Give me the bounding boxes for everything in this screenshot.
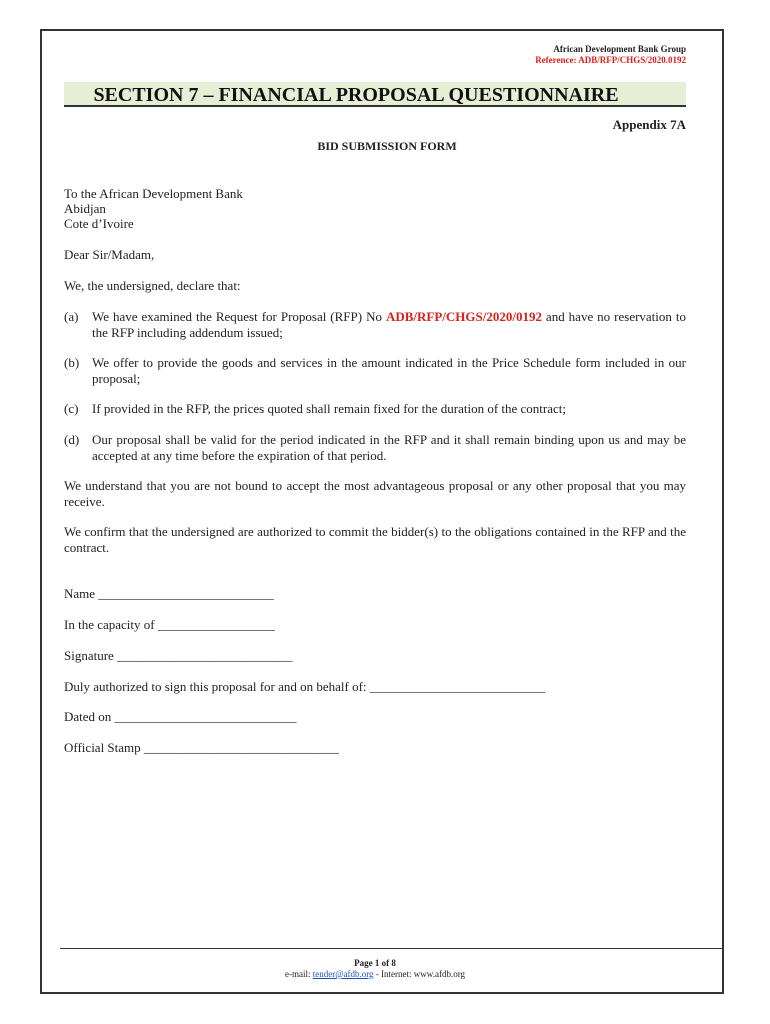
address-line-2: Abidjan <box>64 201 106 216</box>
paragraph-understand: We understand that you are not bound to accept the most advantageous proposal or any other proposal that you may receive. <box>64 478 686 509</box>
intro: We, the undersigned, declare that: <box>64 278 241 293</box>
item-text: We have examined the Request for Proposal (RFP) No ADB/RFP/CHGS/2020/0192 and have no reservation to the RFP including addendum issued; <box>92 309 686 340</box>
header-reference: Reference: ADB/RFP/CHGS/2020.0192 <box>535 55 686 65</box>
official-stamp-field[interactable]: Official Stamp ______________________________ <box>64 740 339 755</box>
declaration-item-d <box>64 432 686 463</box>
item-label: (d) <box>64 432 80 447</box>
item-label: (a) <box>64 309 79 324</box>
declaration-item-a <box>64 309 686 340</box>
footer-contact: e-mail: tender@afdb.org - Internet: www.afdb.org <box>284 969 466 979</box>
paragraph-confirm: We confirm that the undersigned are authorized to commit the bidder(s) to the obligations contained in the RFP and the contract. <box>64 524 686 555</box>
declaration-item-c <box>64 401 686 417</box>
declaration-item-b <box>64 355 686 386</box>
authorized-field[interactable]: Duly authorized to sign this proposal for and on behalf of: ___________________________ <box>64 679 546 694</box>
dated-field[interactable]: Dated on ____________________________ <box>64 709 297 724</box>
item-text: Our proposal shall be valid for the period indicated in the RFP and it shall remain binding upon us and may be accepted at any time before the expiration of that period. <box>92 432 686 463</box>
item-label: (c) <box>64 401 79 416</box>
signature-field[interactable]: Signature ___________________________ <box>64 648 293 663</box>
page-border <box>40 29 724 994</box>
item-label: (b) <box>64 355 80 370</box>
page-number: Page 1 of 8 <box>354 958 396 968</box>
header-org: African Development Bank Group <box>553 44 686 54</box>
capacity-field[interactable]: In the capacity of __________________ <box>64 617 275 632</box>
appendix-label: Appendix 7A <box>612 117 686 132</box>
name-field[interactable]: Name ___________________________ <box>64 586 274 601</box>
email-link[interactable]: tender@afdb.org <box>312 969 374 979</box>
salutation: Dear Sir/Madam, <box>64 247 155 262</box>
item-text: We offer to provide the goods and services in the amount indicated in the Price Schedule form included in our proposal; <box>92 355 686 386</box>
form-title: BID SUBMISSION FORM <box>317 139 457 153</box>
footer-divider <box>60 948 724 949</box>
rfp-reference: ADB/RFP/CHGS/2020/0192 <box>385 309 542 324</box>
address-line-3: Cote d’Ivoire <box>64 216 134 231</box>
item-text: If provided in the RFP, the prices quoted shall remain fixed for the duration of the contract; <box>92 401 567 416</box>
address-line-1: To the African Development Bank <box>64 186 243 201</box>
section-title: SECTION 7 – FINANCIAL PROPOSAL QUESTIONNAIRE <box>93 84 619 106</box>
